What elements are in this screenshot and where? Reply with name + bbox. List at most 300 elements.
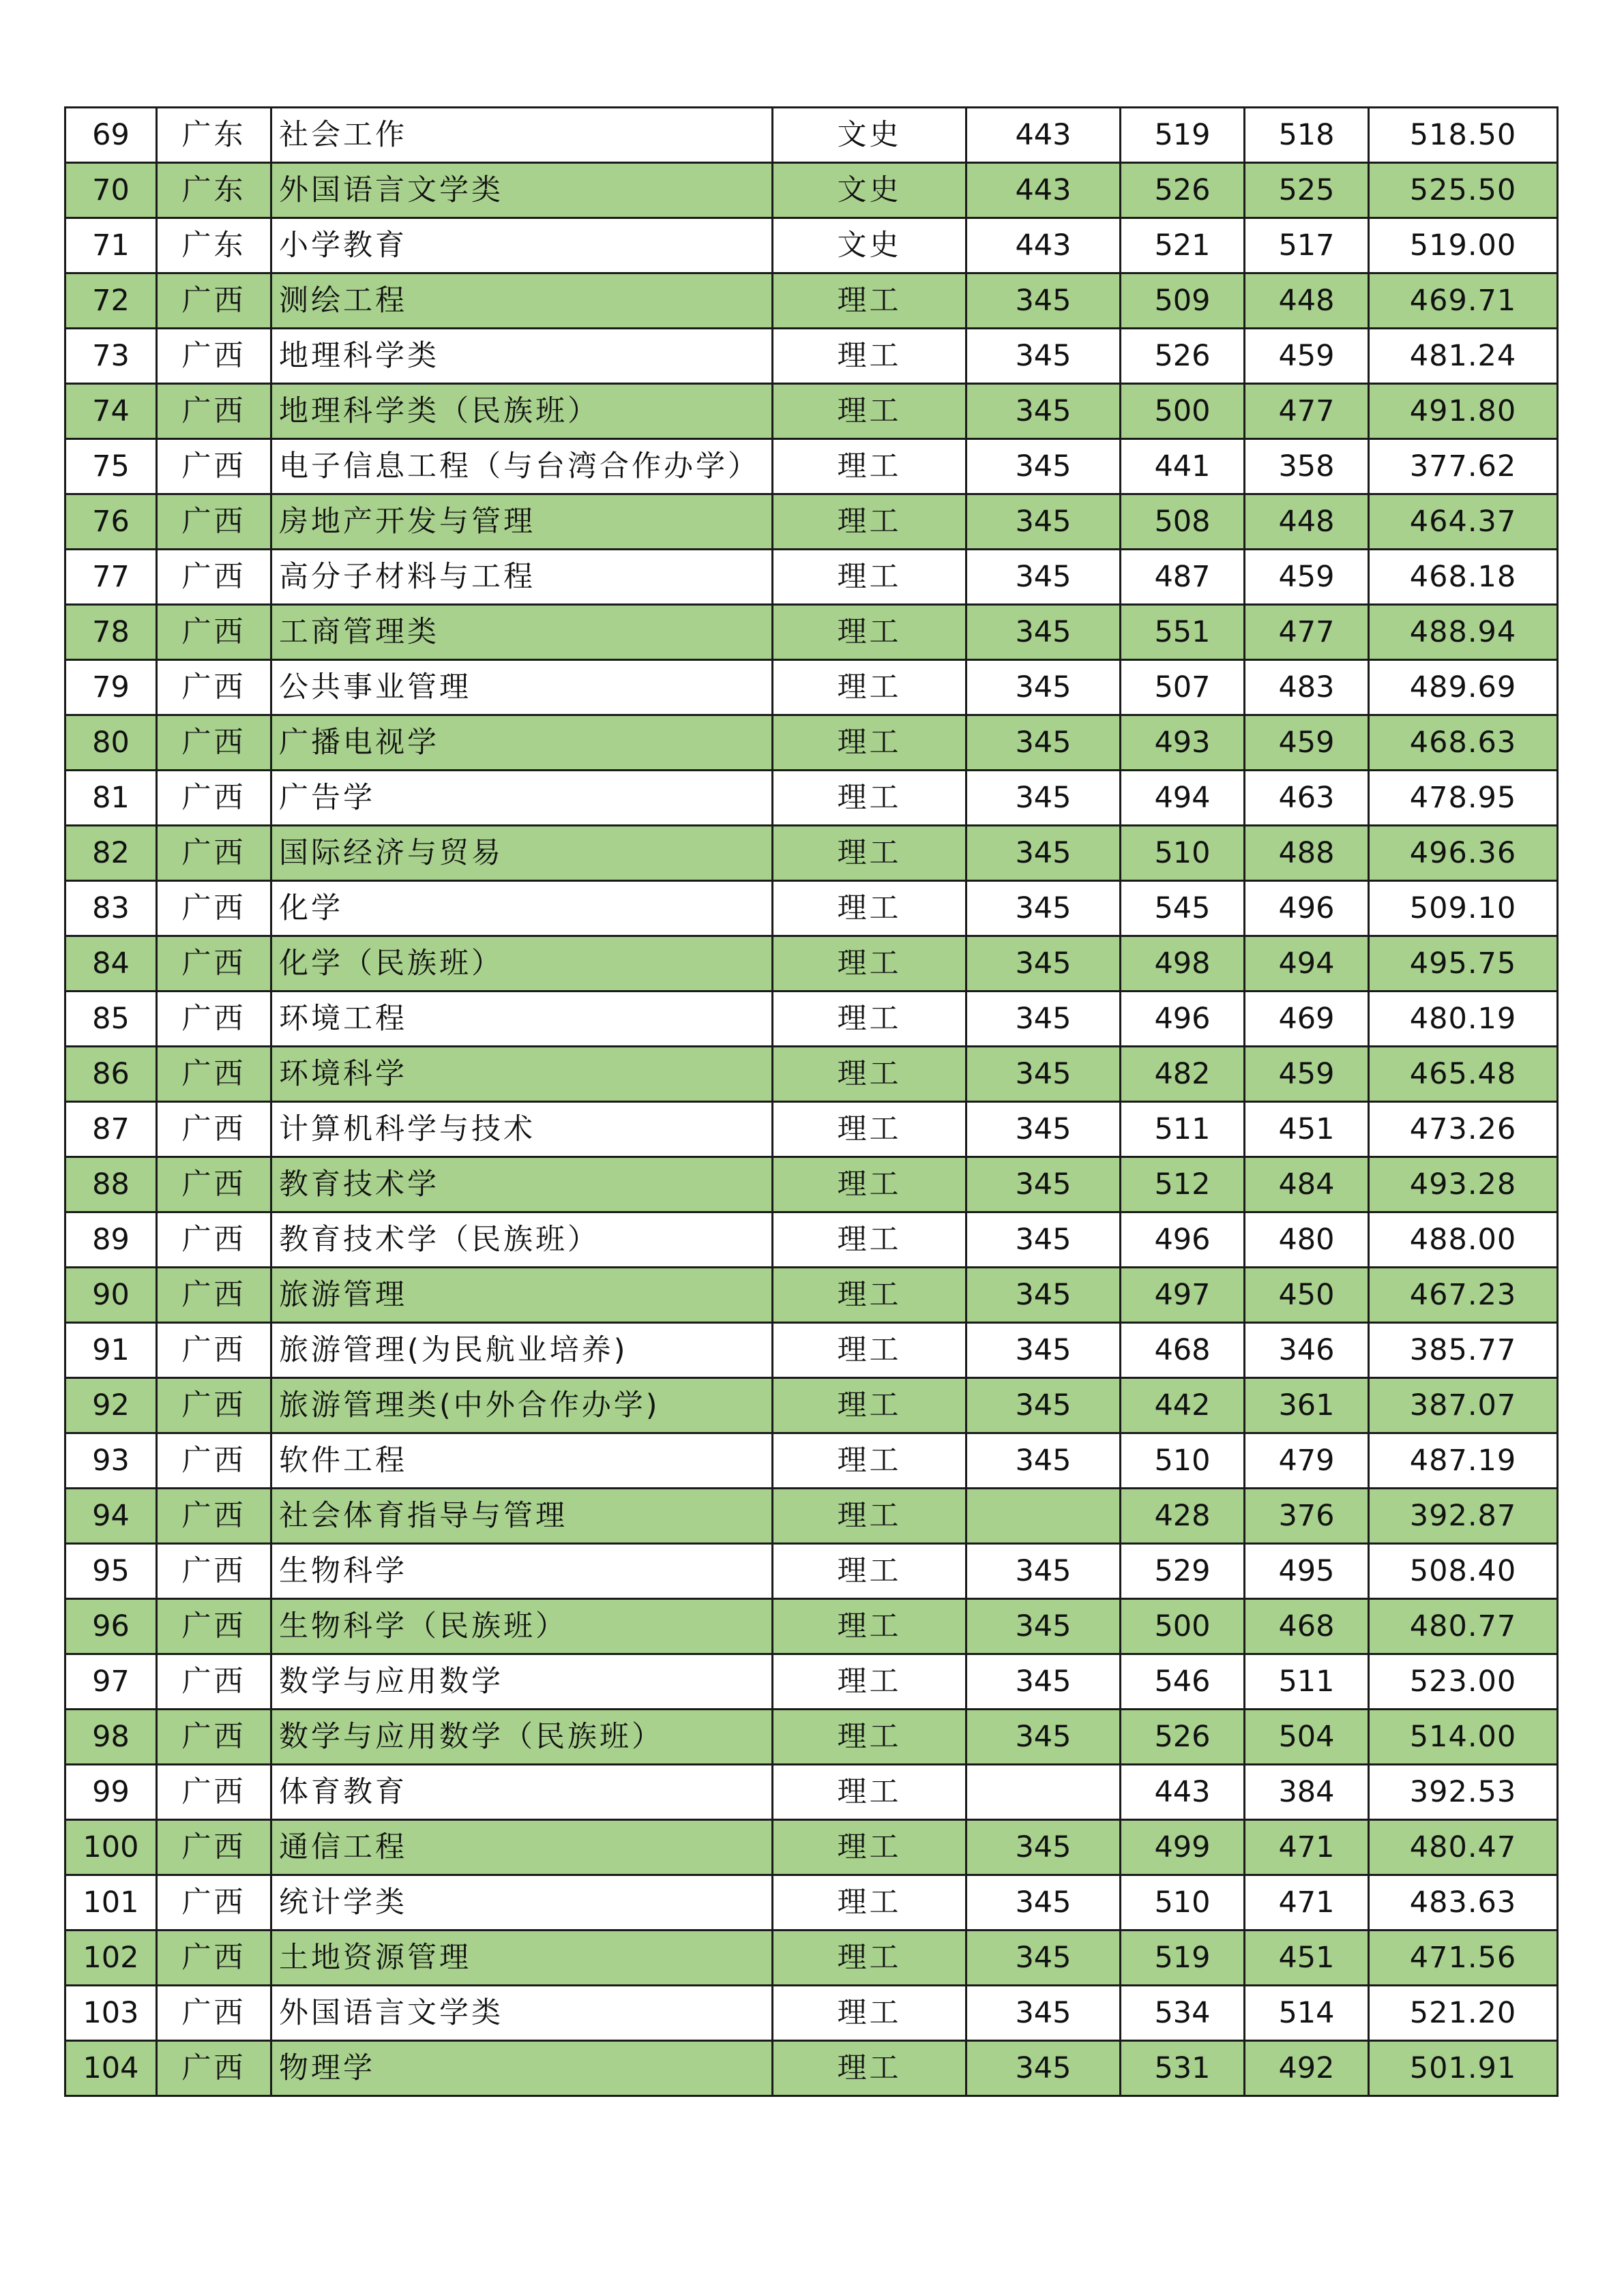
- control-line-cell: 345: [966, 1433, 1121, 1489]
- table-row: [65, 660, 1558, 715]
- province-cell: 广西: [157, 881, 271, 936]
- min-score-cell: 468: [1245, 1599, 1369, 1654]
- min-score-cell: 469: [1245, 992, 1369, 1047]
- table-row: [65, 1378, 1558, 1433]
- control-line-cell: 345: [966, 1378, 1121, 1433]
- table-row: [65, 1047, 1558, 1102]
- min-score-cell: 448: [1245, 273, 1369, 329]
- avg-score-cell: 469.71: [1369, 273, 1558, 329]
- category-cell: 理工: [773, 1212, 966, 1268]
- control-line-cell: 345: [966, 660, 1121, 715]
- row-number-cell: 98: [65, 1710, 157, 1765]
- avg-score-cell: 385.77: [1369, 1323, 1558, 1378]
- major-cell: 通信工程: [271, 1820, 773, 1875]
- avg-score-cell: 392.87: [1369, 1489, 1558, 1544]
- major-cell: 公共事业管理: [271, 660, 773, 715]
- province-cell: 广西: [157, 715, 271, 771]
- table-row: [65, 108, 1558, 163]
- min-score-cell: 488: [1245, 826, 1369, 881]
- min-score-cell: 459: [1245, 715, 1369, 771]
- control-line-cell: 345: [966, 1875, 1121, 1930]
- control-line-cell: 345: [966, 1544, 1121, 1599]
- province-cell: 广西: [157, 1930, 271, 1986]
- row-number-cell: 95: [65, 1544, 157, 1599]
- min-score-cell: 459: [1245, 1047, 1369, 1102]
- avg-score-cell: 481.24: [1369, 329, 1558, 384]
- control-line-cell: 345: [966, 384, 1121, 439]
- major-cell: 旅游管理类(中外合作办学): [271, 1378, 773, 1433]
- avg-score-cell: 488.94: [1369, 605, 1558, 660]
- max-score-cell: 526: [1121, 1710, 1245, 1765]
- max-score-cell: 508: [1121, 494, 1245, 550]
- avg-score-cell: 519.00: [1369, 218, 1558, 273]
- province-cell: 广东: [157, 108, 271, 163]
- max-score-cell: 534: [1121, 1986, 1245, 2041]
- row-number-cell: 85: [65, 992, 157, 1047]
- province-cell: 广西: [157, 1212, 271, 1268]
- table-row: [65, 1102, 1558, 1157]
- province-cell: 广西: [157, 605, 271, 660]
- max-score-cell: 482: [1121, 1047, 1245, 1102]
- max-score-cell: 442: [1121, 1378, 1245, 1433]
- max-score-cell: 507: [1121, 660, 1245, 715]
- row-number-cell: 77: [65, 550, 157, 605]
- category-cell: 理工: [773, 1378, 966, 1433]
- max-score-cell: 468: [1121, 1323, 1245, 1378]
- row-number-cell: 73: [65, 329, 157, 384]
- min-score-cell: 451: [1245, 1930, 1369, 1986]
- province-cell: 广西: [157, 1710, 271, 1765]
- min-score-cell: 479: [1245, 1433, 1369, 1489]
- province-cell: 广西: [157, 1875, 271, 1930]
- min-score-cell: 361: [1245, 1378, 1369, 1433]
- avg-score-cell: 467.23: [1369, 1268, 1558, 1323]
- category-cell: 理工: [773, 1268, 966, 1323]
- major-cell: 小学教育: [271, 218, 773, 273]
- avg-score-cell: 488.00: [1369, 1212, 1558, 1268]
- max-score-cell: 496: [1121, 992, 1245, 1047]
- table-row: [65, 1433, 1558, 1489]
- control-line-cell: 345: [966, 936, 1121, 992]
- province-cell: 广西: [157, 329, 271, 384]
- category-cell: 理工: [773, 881, 966, 936]
- max-score-cell: 526: [1121, 163, 1245, 218]
- avg-score-cell: 521.20: [1369, 1986, 1558, 2041]
- max-score-cell: 487: [1121, 550, 1245, 605]
- control-line-cell: 345: [966, 881, 1121, 936]
- province-cell: 广西: [157, 2041, 271, 2096]
- table-body: [65, 108, 1558, 2096]
- min-score-cell: 471: [1245, 1820, 1369, 1875]
- row-number-cell: 96: [65, 1599, 157, 1654]
- table-row: [65, 1765, 1558, 1820]
- min-score-cell: 376: [1245, 1489, 1369, 1544]
- avg-score-cell: 496.36: [1369, 826, 1558, 881]
- category-cell: 理工: [773, 771, 966, 826]
- avg-score-cell: 473.26: [1369, 1102, 1558, 1157]
- row-number-cell: 94: [65, 1489, 157, 1544]
- row-number-cell: 92: [65, 1378, 157, 1433]
- major-cell: 土地资源管理: [271, 1930, 773, 1986]
- category-cell: 理工: [773, 1875, 966, 1930]
- max-score-cell: 500: [1121, 1599, 1245, 1654]
- min-score-cell: 448: [1245, 494, 1369, 550]
- avg-score-cell: 480.77: [1369, 1599, 1558, 1654]
- max-score-cell: 443: [1121, 1765, 1245, 1820]
- max-score-cell: 511: [1121, 1102, 1245, 1157]
- min-score-cell: 495: [1245, 1544, 1369, 1599]
- min-score-cell: 517: [1245, 218, 1369, 273]
- province-cell: 广西: [157, 1323, 271, 1378]
- control-line-cell: 345: [966, 1212, 1121, 1268]
- row-number-cell: 88: [65, 1157, 157, 1212]
- category-cell: 理工: [773, 1047, 966, 1102]
- max-score-cell: 494: [1121, 771, 1245, 826]
- row-number-cell: 83: [65, 881, 157, 936]
- min-score-cell: 480: [1245, 1212, 1369, 1268]
- max-score-cell: 519: [1121, 1930, 1245, 1986]
- table-row: [65, 771, 1558, 826]
- category-cell: 理工: [773, 1986, 966, 2041]
- category-cell: 理工: [773, 439, 966, 494]
- major-cell: 地理科学类（民族班）: [271, 384, 773, 439]
- category-cell: 理工: [773, 1433, 966, 1489]
- row-number-cell: 93: [65, 1433, 157, 1489]
- province-cell: 广西: [157, 1820, 271, 1875]
- category-cell: 理工: [773, 1157, 966, 1212]
- min-score-cell: 459: [1245, 550, 1369, 605]
- control-line-cell: 345: [966, 771, 1121, 826]
- major-cell: 计算机科学与技术: [271, 1102, 773, 1157]
- avg-score-cell: 508.40: [1369, 1544, 1558, 1599]
- max-score-cell: 531: [1121, 2041, 1245, 2096]
- province-cell: 广东: [157, 218, 271, 273]
- category-cell: 理工: [773, 1820, 966, 1875]
- row-number-cell: 102: [65, 1930, 157, 1986]
- max-score-cell: 493: [1121, 715, 1245, 771]
- control-line-cell: 345: [966, 1986, 1121, 2041]
- province-cell: 广西: [157, 494, 271, 550]
- major-cell: 地理科学类: [271, 329, 773, 384]
- control-line-cell: 345: [966, 1599, 1121, 1654]
- control-line-cell: 345: [966, 1654, 1121, 1710]
- avg-score-cell: 392.53: [1369, 1765, 1558, 1820]
- province-cell: 广西: [157, 1599, 271, 1654]
- row-number-cell: 78: [65, 605, 157, 660]
- category-cell: 理工: [773, 384, 966, 439]
- row-number-cell: 81: [65, 771, 157, 826]
- row-number-cell: 75: [65, 439, 157, 494]
- table-row: [65, 1323, 1558, 1378]
- major-cell: 房地产开发与管理: [271, 494, 773, 550]
- control-line-cell: 345: [966, 273, 1121, 329]
- province-cell: 广西: [157, 1378, 271, 1433]
- row-number-cell: 70: [65, 163, 157, 218]
- max-score-cell: 512: [1121, 1157, 1245, 1212]
- admission-scores-table: [64, 106, 1559, 2097]
- row-number-cell: 89: [65, 1212, 157, 1268]
- min-score-cell: 471: [1245, 1875, 1369, 1930]
- table-row: [65, 826, 1558, 881]
- control-line-cell: 345: [966, 1102, 1121, 1157]
- max-score-cell: 509: [1121, 273, 1245, 329]
- table-row: [65, 1654, 1558, 1710]
- row-number-cell: 69: [65, 108, 157, 163]
- control-line-cell: 345: [966, 439, 1121, 494]
- table-row: [65, 1489, 1558, 1544]
- province-cell: 广西: [157, 992, 271, 1047]
- category-cell: 文史: [773, 163, 966, 218]
- major-cell: 教育技术学: [271, 1157, 773, 1212]
- category-cell: 理工: [773, 605, 966, 660]
- category-cell: 理工: [773, 1544, 966, 1599]
- min-score-cell: 511: [1245, 1654, 1369, 1710]
- row-number-cell: 97: [65, 1654, 157, 1710]
- province-cell: 广西: [157, 936, 271, 992]
- row-number-cell: 86: [65, 1047, 157, 1102]
- province-cell: 广西: [157, 1268, 271, 1323]
- control-line-cell: 443: [966, 108, 1121, 163]
- control-line-cell: 345: [966, 826, 1121, 881]
- avg-score-cell: 518.50: [1369, 108, 1558, 163]
- table-row: [65, 1157, 1558, 1212]
- major-cell: 高分子材料与工程: [271, 550, 773, 605]
- major-cell: 外国语言文学类: [271, 163, 773, 218]
- control-line-cell: 345: [966, 1323, 1121, 1378]
- table-row: [65, 273, 1558, 329]
- category-cell: 理工: [773, 1930, 966, 1986]
- max-score-cell: 529: [1121, 1544, 1245, 1599]
- avg-score-cell: 468.63: [1369, 715, 1558, 771]
- min-score-cell: 514: [1245, 1986, 1369, 2041]
- control-line-cell: 345: [966, 1820, 1121, 1875]
- row-number-cell: 100: [65, 1820, 157, 1875]
- control-line-cell: 345: [966, 329, 1121, 384]
- province-cell: 广西: [157, 1654, 271, 1710]
- avg-score-cell: 480.19: [1369, 992, 1558, 1047]
- province-cell: 广西: [157, 1102, 271, 1157]
- min-score-cell: 483: [1245, 660, 1369, 715]
- row-number-cell: 82: [65, 826, 157, 881]
- major-cell: 外国语言文学类: [271, 1986, 773, 2041]
- province-cell: 广西: [157, 660, 271, 715]
- min-score-cell: 477: [1245, 384, 1369, 439]
- avg-score-cell: 525.50: [1369, 163, 1558, 218]
- major-cell: 测绘工程: [271, 273, 773, 329]
- avg-score-cell: 483.63: [1369, 1875, 1558, 1930]
- max-score-cell: 521: [1121, 218, 1245, 273]
- row-number-cell: 72: [65, 273, 157, 329]
- control-line-cell: 345: [966, 1268, 1121, 1323]
- avg-score-cell: 501.91: [1369, 2041, 1558, 2096]
- major-cell: 旅游管理: [271, 1268, 773, 1323]
- row-number-cell: 87: [65, 1102, 157, 1157]
- min-score-cell: 484: [1245, 1157, 1369, 1212]
- max-score-cell: 496: [1121, 1212, 1245, 1268]
- row-number-cell: 90: [65, 1268, 157, 1323]
- major-cell: 电子信息工程（与台湾合作办学）: [271, 439, 773, 494]
- category-cell: 理工: [773, 715, 966, 771]
- table-row: [65, 1820, 1558, 1875]
- row-number-cell: 103: [65, 1986, 157, 2041]
- table-row: [65, 881, 1558, 936]
- max-score-cell: 510: [1121, 826, 1245, 881]
- category-cell: 理工: [773, 936, 966, 992]
- major-cell: 环境科学: [271, 1047, 773, 1102]
- control-line-cell: 443: [966, 218, 1121, 273]
- avg-score-cell: 471.56: [1369, 1930, 1558, 1986]
- control-line-cell: 345: [966, 605, 1121, 660]
- min-score-cell: 494: [1245, 936, 1369, 992]
- max-score-cell: 428: [1121, 1489, 1245, 1544]
- row-number-cell: 104: [65, 2041, 157, 2096]
- province-cell: 广西: [157, 550, 271, 605]
- min-score-cell: 459: [1245, 329, 1369, 384]
- table-row: [65, 384, 1558, 439]
- category-cell: 文史: [773, 108, 966, 163]
- row-number-cell: 101: [65, 1875, 157, 1930]
- avg-score-cell: 478.95: [1369, 771, 1558, 826]
- major-cell: 社会体育指导与管理: [271, 1489, 773, 1544]
- table-row: [65, 439, 1558, 494]
- province-cell: 广西: [157, 439, 271, 494]
- control-line-cell: 345: [966, 1710, 1121, 1765]
- avg-score-cell: 468.18: [1369, 550, 1558, 605]
- max-score-cell: 500: [1121, 384, 1245, 439]
- table-row: [65, 1930, 1558, 1986]
- control-line-cell: 345: [966, 1157, 1121, 1212]
- control-line-cell: 345: [966, 550, 1121, 605]
- avg-score-cell: 523.00: [1369, 1654, 1558, 1710]
- avg-score-cell: 493.28: [1369, 1157, 1558, 1212]
- avg-score-cell: 514.00: [1369, 1710, 1558, 1765]
- max-score-cell: 519: [1121, 108, 1245, 163]
- major-cell: 生物科学: [271, 1544, 773, 1599]
- major-cell: 社会工作: [271, 108, 773, 163]
- province-cell: 广西: [157, 826, 271, 881]
- major-cell: 工商管理类: [271, 605, 773, 660]
- major-cell: 环境工程: [271, 992, 773, 1047]
- category-cell: 理工: [773, 550, 966, 605]
- category-cell: 理工: [773, 1765, 966, 1820]
- province-cell: 广西: [157, 1433, 271, 1489]
- province-cell: 广西: [157, 1157, 271, 1212]
- major-cell: 旅游管理(为民航业培养): [271, 1323, 773, 1378]
- table-row: [65, 163, 1558, 218]
- avg-score-cell: 377.62: [1369, 439, 1558, 494]
- avg-score-cell: 509.10: [1369, 881, 1558, 936]
- province-cell: 广西: [157, 771, 271, 826]
- avg-score-cell: 465.48: [1369, 1047, 1558, 1102]
- avg-score-cell: 495.75: [1369, 936, 1558, 992]
- category-cell: 理工: [773, 992, 966, 1047]
- row-number-cell: 71: [65, 218, 157, 273]
- table-row: [65, 550, 1558, 605]
- category-cell: 理工: [773, 1654, 966, 1710]
- major-cell: 生物科学（民族班）: [271, 1599, 773, 1654]
- min-score-cell: 518: [1245, 108, 1369, 163]
- category-cell: 理工: [773, 1599, 966, 1654]
- table-row: [65, 1212, 1558, 1268]
- max-score-cell: 510: [1121, 1433, 1245, 1489]
- province-cell: 广东: [157, 163, 271, 218]
- min-score-cell: 496: [1245, 881, 1369, 936]
- row-number-cell: 91: [65, 1323, 157, 1378]
- category-cell: 理工: [773, 329, 966, 384]
- control-line-cell: 345: [966, 1930, 1121, 1986]
- max-score-cell: 546: [1121, 1654, 1245, 1710]
- category-cell: 理工: [773, 1102, 966, 1157]
- max-score-cell: 497: [1121, 1268, 1245, 1323]
- major-cell: 物理学: [271, 2041, 773, 2096]
- avg-score-cell: 480.47: [1369, 1820, 1558, 1875]
- major-cell: 化学（民族班）: [271, 936, 773, 992]
- control-line-cell: [966, 1489, 1121, 1544]
- major-cell: 统计学类: [271, 1875, 773, 1930]
- avg-score-cell: 387.07: [1369, 1378, 1558, 1433]
- row-number-cell: 84: [65, 936, 157, 992]
- major-cell: 数学与应用数学（民族班）: [271, 1710, 773, 1765]
- major-cell: 数学与应用数学: [271, 1654, 773, 1710]
- table-row: [65, 1986, 1558, 2041]
- min-score-cell: 492: [1245, 2041, 1369, 2096]
- category-cell: 理工: [773, 826, 966, 881]
- category-cell: 理工: [773, 494, 966, 550]
- category-cell: 理工: [773, 660, 966, 715]
- control-line-cell: 443: [966, 163, 1121, 218]
- major-cell: 广播电视学: [271, 715, 773, 771]
- avg-score-cell: 464.37: [1369, 494, 1558, 550]
- row-number-cell: 99: [65, 1765, 157, 1820]
- min-score-cell: 346: [1245, 1323, 1369, 1378]
- major-cell: 体育教育: [271, 1765, 773, 1820]
- table-row: [65, 218, 1558, 273]
- major-cell: 广告学: [271, 771, 773, 826]
- min-score-cell: 450: [1245, 1268, 1369, 1323]
- max-score-cell: 551: [1121, 605, 1245, 660]
- category-cell: 理工: [773, 1323, 966, 1378]
- category-cell: 理工: [773, 1710, 966, 1765]
- admission-scores-sheet: [64, 106, 1556, 2097]
- major-cell: 化学: [271, 881, 773, 936]
- max-score-cell: 526: [1121, 329, 1245, 384]
- control-line-cell: 345: [966, 1047, 1121, 1102]
- min-score-cell: 504: [1245, 1710, 1369, 1765]
- max-score-cell: 498: [1121, 936, 1245, 992]
- table-row: [65, 1599, 1558, 1654]
- category-cell: 理工: [773, 2041, 966, 2096]
- min-score-cell: 358: [1245, 439, 1369, 494]
- table-row: [65, 1544, 1558, 1599]
- row-number-cell: 79: [65, 660, 157, 715]
- max-score-cell: 545: [1121, 881, 1245, 936]
- avg-score-cell: 489.69: [1369, 660, 1558, 715]
- control-line-cell: [966, 1765, 1121, 1820]
- table-row: [65, 715, 1558, 771]
- table-row: [65, 992, 1558, 1047]
- category-cell: 理工: [773, 273, 966, 329]
- control-line-cell: 345: [966, 715, 1121, 771]
- table-row: [65, 1710, 1558, 1765]
- avg-score-cell: 491.80: [1369, 384, 1558, 439]
- row-number-cell: 74: [65, 384, 157, 439]
- row-number-cell: 76: [65, 494, 157, 550]
- category-cell: 理工: [773, 1489, 966, 1544]
- province-cell: 广西: [157, 273, 271, 329]
- table-row: [65, 329, 1558, 384]
- table-row: [65, 936, 1558, 992]
- province-cell: 广西: [157, 1047, 271, 1102]
